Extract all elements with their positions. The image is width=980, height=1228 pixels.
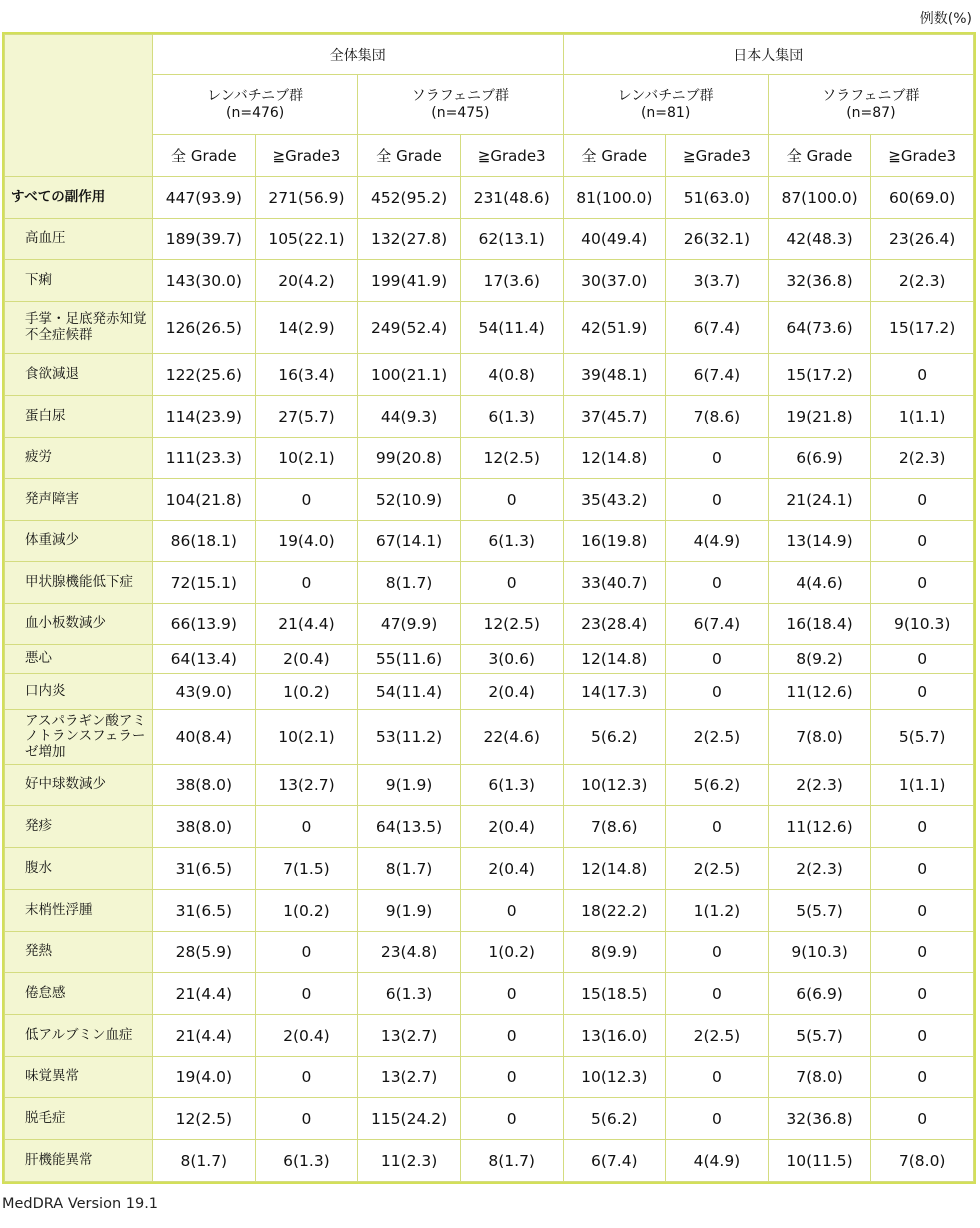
table-row bbox=[5, 973, 974, 1015]
table-row bbox=[5, 177, 974, 219]
cell-value: 132(27.8) bbox=[358, 219, 461, 260]
cell-value: 2(2.5) bbox=[666, 1015, 769, 1057]
adverse-event-label: アスパラギン酸アミノトランスフェラーゼ増加 bbox=[5, 710, 153, 765]
cell-value: 0 bbox=[871, 562, 974, 604]
cell-value: 4(4.9) bbox=[666, 1140, 769, 1182]
group-header-overall: 全体集団 bbox=[153, 35, 564, 75]
arm-header bbox=[768, 75, 973, 135]
cell-value: 0 bbox=[871, 806, 974, 848]
cell-value: 16(3.4) bbox=[255, 354, 358, 396]
grade-header: ≧Grade3 bbox=[460, 135, 563, 177]
cell-value: 1(1.1) bbox=[871, 396, 974, 438]
cell-value: 15(17.2) bbox=[871, 302, 974, 354]
cell-value: 18(22.2) bbox=[563, 890, 666, 932]
cell-value: 14(2.9) bbox=[255, 302, 358, 354]
cell-value: 452(95.2) bbox=[358, 177, 461, 219]
cell-value: 6(7.4) bbox=[666, 604, 769, 645]
cell-value: 0 bbox=[460, 973, 563, 1015]
cell-value: 4(4.9) bbox=[666, 521, 769, 562]
cell-value: 0 bbox=[666, 438, 769, 479]
adverse-event-label: 体重減少 bbox=[5, 521, 153, 562]
cell-value: 5(6.2) bbox=[563, 710, 666, 765]
cell-value: 0 bbox=[460, 479, 563, 521]
cell-value: 99(20.8) bbox=[358, 438, 461, 479]
cell-value: 42(51.9) bbox=[563, 302, 666, 354]
cell-value: 4(0.8) bbox=[460, 354, 563, 396]
cell-value: 7(1.5) bbox=[255, 848, 358, 890]
cell-value: 7(8.0) bbox=[768, 710, 871, 765]
adverse-event-label: 腹水 bbox=[5, 848, 153, 890]
cell-value: 2(0.4) bbox=[460, 806, 563, 848]
cell-value: 0 bbox=[255, 479, 358, 521]
cell-value: 6(7.4) bbox=[666, 354, 769, 396]
cell-value: 64(73.6) bbox=[768, 302, 871, 354]
cell-value: 11(12.6) bbox=[768, 806, 871, 848]
cell-value: 16(18.4) bbox=[768, 604, 871, 645]
cell-value: 19(4.0) bbox=[255, 521, 358, 562]
arm-header bbox=[358, 75, 563, 135]
table-row bbox=[5, 848, 974, 890]
cell-value: 4(4.6) bbox=[768, 562, 871, 604]
cell-value: 6(6.9) bbox=[768, 973, 871, 1015]
cell-value: 86(18.1) bbox=[153, 521, 256, 562]
cell-value: 0 bbox=[871, 645, 974, 674]
cell-value: 2(2.3) bbox=[871, 438, 974, 479]
table-row bbox=[5, 645, 974, 674]
cell-value: 7(8.0) bbox=[871, 1140, 974, 1182]
cell-value: 0 bbox=[666, 674, 769, 710]
adverse-event-label: 甲状腺機能低下症 bbox=[5, 562, 153, 604]
adverse-event-label: 脱毛症 bbox=[5, 1098, 153, 1140]
cell-value: 6(1.3) bbox=[460, 521, 563, 562]
cell-value: 55(11.6) bbox=[358, 645, 461, 674]
table-row bbox=[5, 219, 974, 260]
cell-value: 271(56.9) bbox=[255, 177, 358, 219]
cell-value: 72(15.1) bbox=[153, 562, 256, 604]
cell-value: 0 bbox=[871, 354, 974, 396]
cell-value: 0 bbox=[460, 1098, 563, 1140]
cell-value: 2(2.3) bbox=[768, 848, 871, 890]
cell-value: 8(1.7) bbox=[460, 1140, 563, 1182]
arm-name: レンバチニブ群 bbox=[207, 87, 304, 104]
cell-value: 19(4.0) bbox=[153, 1057, 256, 1098]
adverse-event-label: 口内炎 bbox=[5, 674, 153, 710]
cell-value: 143(30.0) bbox=[153, 260, 256, 302]
cell-value: 33(40.7) bbox=[563, 562, 666, 604]
cell-value: 0 bbox=[666, 806, 769, 848]
table-row bbox=[5, 1015, 974, 1057]
cell-value: 8(1.7) bbox=[358, 562, 461, 604]
grade-header: 全 Grade bbox=[768, 135, 871, 177]
table-row bbox=[5, 710, 974, 765]
cell-value: 2(2.5) bbox=[666, 848, 769, 890]
grade-header: ≧Grade3 bbox=[255, 135, 358, 177]
table-row bbox=[5, 438, 974, 479]
cell-value: 7(8.0) bbox=[768, 1057, 871, 1098]
cell-value: 38(8.0) bbox=[153, 806, 256, 848]
cell-value: 12(14.8) bbox=[563, 438, 666, 479]
cell-value: 0 bbox=[871, 1098, 974, 1140]
cell-value: 104(21.8) bbox=[153, 479, 256, 521]
cell-value: 0 bbox=[666, 1098, 769, 1140]
cell-value: 126(26.5) bbox=[153, 302, 256, 354]
cell-value: 15(17.2) bbox=[768, 354, 871, 396]
cell-value: 249(52.4) bbox=[358, 302, 461, 354]
cell-value: 44(9.3) bbox=[358, 396, 461, 438]
cell-value: 22(4.6) bbox=[460, 710, 563, 765]
cell-value: 11(2.3) bbox=[358, 1140, 461, 1182]
arm-name: レンバチニブ群 bbox=[617, 87, 714, 104]
cell-value: 81(100.0) bbox=[563, 177, 666, 219]
cell-value: 87(100.0) bbox=[768, 177, 871, 219]
cell-value: 10(12.3) bbox=[563, 1057, 666, 1098]
table-row bbox=[5, 260, 974, 302]
cell-value: 0 bbox=[460, 562, 563, 604]
grade-header: 全 Grade bbox=[563, 135, 666, 177]
unit-label: 例数(%) bbox=[919, 11, 972, 27]
cell-value: 60(69.0) bbox=[871, 177, 974, 219]
table-row bbox=[5, 302, 974, 354]
cell-value: 13(2.7) bbox=[358, 1057, 461, 1098]
cell-value: 64(13.4) bbox=[153, 645, 256, 674]
cell-value: 26(32.1) bbox=[666, 219, 769, 260]
arm-name: ソラフェニブ群 bbox=[411, 87, 510, 104]
adverse-event-label: 食欲減退 bbox=[5, 354, 153, 396]
table-body bbox=[5, 177, 974, 1182]
cell-value: 35(43.2) bbox=[563, 479, 666, 521]
adverse-event-label: 発声障害 bbox=[5, 479, 153, 521]
cell-value: 8(1.7) bbox=[153, 1140, 256, 1182]
cell-value: 2(0.4) bbox=[460, 848, 563, 890]
cell-value: 5(6.2) bbox=[563, 1098, 666, 1140]
cell-value: 0 bbox=[871, 1015, 974, 1057]
cell-value: 9(1.9) bbox=[358, 890, 461, 932]
cell-value: 2(0.4) bbox=[460, 674, 563, 710]
table-row bbox=[5, 1098, 974, 1140]
cell-value: 0 bbox=[460, 1057, 563, 1098]
cell-value: 42(48.3) bbox=[768, 219, 871, 260]
adverse-event-label: 高血圧 bbox=[5, 219, 153, 260]
arm-n: (n=475) bbox=[431, 104, 490, 121]
cell-value: 1(1.1) bbox=[871, 765, 974, 806]
cell-value: 2(2.5) bbox=[666, 710, 769, 765]
adverse-event-label: 発疹 bbox=[5, 806, 153, 848]
cell-value: 8(1.7) bbox=[358, 848, 461, 890]
cell-value: 114(23.9) bbox=[153, 396, 256, 438]
cell-value: 39(48.1) bbox=[563, 354, 666, 396]
header-corner bbox=[5, 35, 153, 177]
cell-value: 7(8.6) bbox=[563, 806, 666, 848]
cell-value: 16(19.8) bbox=[563, 521, 666, 562]
cell-value: 10(11.5) bbox=[768, 1140, 871, 1182]
cell-value: 6(7.4) bbox=[563, 1140, 666, 1182]
cell-value: 10(2.1) bbox=[255, 710, 358, 765]
cell-value: 6(6.9) bbox=[768, 438, 871, 479]
cell-value: 47(9.9) bbox=[358, 604, 461, 645]
cell-value: 23(4.8) bbox=[358, 932, 461, 973]
cell-value: 1(0.2) bbox=[255, 674, 358, 710]
cell-value: 21(4.4) bbox=[255, 604, 358, 645]
cell-value: 10(12.3) bbox=[563, 765, 666, 806]
cell-value: 447(93.9) bbox=[153, 177, 256, 219]
cell-value: 5(6.2) bbox=[666, 765, 769, 806]
cell-value: 19(21.8) bbox=[768, 396, 871, 438]
adverse-event-label: 発熱 bbox=[5, 932, 153, 973]
cell-value: 8(9.2) bbox=[768, 645, 871, 674]
cell-value: 66(13.9) bbox=[153, 604, 256, 645]
table-row bbox=[5, 806, 974, 848]
cell-value: 115(24.2) bbox=[358, 1098, 461, 1140]
cell-value: 0 bbox=[255, 932, 358, 973]
cell-value: 12(2.5) bbox=[153, 1098, 256, 1140]
cell-value: 1(1.2) bbox=[666, 890, 769, 932]
table-row bbox=[5, 354, 974, 396]
cell-value: 2(0.4) bbox=[255, 1015, 358, 1057]
cell-value: 105(22.1) bbox=[255, 219, 358, 260]
cell-value: 6(1.3) bbox=[460, 765, 563, 806]
cell-value: 0 bbox=[255, 806, 358, 848]
cell-value: 54(11.4) bbox=[358, 674, 461, 710]
cell-value: 11(12.6) bbox=[768, 674, 871, 710]
cell-value: 31(6.5) bbox=[153, 848, 256, 890]
cell-value: 10(2.1) bbox=[255, 438, 358, 479]
cell-value: 7(8.6) bbox=[666, 396, 769, 438]
cell-value: 5(5.7) bbox=[768, 1015, 871, 1057]
cell-value: 0 bbox=[871, 521, 974, 562]
cell-value: 52(10.9) bbox=[358, 479, 461, 521]
cell-value: 21(4.4) bbox=[153, 973, 256, 1015]
cell-value: 0 bbox=[871, 848, 974, 890]
cell-value: 32(36.8) bbox=[768, 260, 871, 302]
adverse-event-label: 倦怠感 bbox=[5, 973, 153, 1015]
cell-value: 9(1.9) bbox=[358, 765, 461, 806]
cell-value: 0 bbox=[871, 932, 974, 973]
cell-value: 9(10.3) bbox=[768, 932, 871, 973]
adverse-event-label: 好中球数減少 bbox=[5, 765, 153, 806]
arm-n: (n=476) bbox=[226, 104, 285, 121]
cell-value: 0 bbox=[666, 973, 769, 1015]
cell-value: 0 bbox=[255, 973, 358, 1015]
cell-value: 12(2.5) bbox=[460, 604, 563, 645]
cell-value: 6(1.3) bbox=[358, 973, 461, 1015]
arm-header bbox=[153, 75, 358, 135]
cell-value: 111(23.3) bbox=[153, 438, 256, 479]
cell-value: 6(7.4) bbox=[666, 302, 769, 354]
cell-value: 43(9.0) bbox=[153, 674, 256, 710]
cell-value: 1(0.2) bbox=[255, 890, 358, 932]
cell-value: 13(2.7) bbox=[255, 765, 358, 806]
table-row bbox=[5, 562, 974, 604]
group-header-japanese: 日本人集団 bbox=[563, 35, 974, 75]
adverse-event-label: 低アルブミン血症 bbox=[5, 1015, 153, 1057]
adverse-event-label: 肝機能異常 bbox=[5, 1140, 153, 1182]
cell-value: 23(28.4) bbox=[563, 604, 666, 645]
cell-value: 5(5.7) bbox=[768, 890, 871, 932]
cell-value: 0 bbox=[666, 1057, 769, 1098]
adverse-event-label: 手掌・足底発赤知覚不全症候群 bbox=[5, 302, 153, 354]
cell-value: 54(11.4) bbox=[460, 302, 563, 354]
cell-value: 0 bbox=[666, 562, 769, 604]
cell-value: 17(3.6) bbox=[460, 260, 563, 302]
table-row bbox=[5, 521, 974, 562]
cell-value: 0 bbox=[666, 479, 769, 521]
grade-header: ≧Grade3 bbox=[871, 135, 974, 177]
table-row bbox=[5, 765, 974, 806]
cell-value: 2(2.3) bbox=[768, 765, 871, 806]
cell-value: 8(9.9) bbox=[563, 932, 666, 973]
cell-value: 32(36.8) bbox=[768, 1098, 871, 1140]
grade-header: 全 Grade bbox=[153, 135, 256, 177]
cell-value: 0 bbox=[460, 890, 563, 932]
grade-header: ≧Grade3 bbox=[666, 135, 769, 177]
cell-value: 3(0.6) bbox=[460, 645, 563, 674]
table-row bbox=[5, 890, 974, 932]
cell-value: 38(8.0) bbox=[153, 765, 256, 806]
cell-value: 6(1.3) bbox=[460, 396, 563, 438]
table-row bbox=[5, 1140, 974, 1182]
cell-value: 12(14.8) bbox=[563, 848, 666, 890]
adverse-events-table bbox=[4, 34, 974, 1182]
meddra-version: MedDRA Version 19.1 bbox=[2, 1196, 159, 1212]
cell-value: 0 bbox=[871, 1057, 974, 1098]
cell-value: 12(14.8) bbox=[563, 645, 666, 674]
cell-value: 14(17.3) bbox=[563, 674, 666, 710]
cell-value: 13(14.9) bbox=[768, 521, 871, 562]
cell-value: 1(0.2) bbox=[460, 932, 563, 973]
cell-value: 27(5.7) bbox=[255, 396, 358, 438]
cell-value: 64(13.5) bbox=[358, 806, 461, 848]
cell-value: 30(37.0) bbox=[563, 260, 666, 302]
adverse-event-label: すべての副作用 bbox=[5, 177, 153, 219]
cell-value: 2(0.4) bbox=[255, 645, 358, 674]
cell-value: 13(16.0) bbox=[563, 1015, 666, 1057]
cell-value: 23(26.4) bbox=[871, 219, 974, 260]
table-row bbox=[5, 604, 974, 645]
cell-value: 21(4.4) bbox=[153, 1015, 256, 1057]
cell-value: 0 bbox=[255, 1098, 358, 1140]
arm-name: ソラフェニブ群 bbox=[822, 87, 920, 104]
arm-header bbox=[563, 75, 768, 135]
cell-value: 0 bbox=[871, 890, 974, 932]
adverse-event-label: 悪心 bbox=[5, 645, 153, 674]
cell-value: 6(1.3) bbox=[255, 1140, 358, 1182]
adverse-events-table-frame bbox=[2, 32, 976, 1184]
cell-value: 0 bbox=[871, 479, 974, 521]
cell-value: 0 bbox=[666, 932, 769, 973]
cell-value: 40(49.4) bbox=[563, 219, 666, 260]
cell-value: 231(48.6) bbox=[460, 177, 563, 219]
cell-value: 28(5.9) bbox=[153, 932, 256, 973]
cell-value: 51(63.0) bbox=[666, 177, 769, 219]
arm-n: (n=87) bbox=[846, 104, 896, 121]
table-row bbox=[5, 479, 974, 521]
table-row bbox=[5, 674, 974, 710]
cell-value: 62(13.1) bbox=[460, 219, 563, 260]
cell-value: 15(18.5) bbox=[563, 973, 666, 1015]
cell-value: 100(21.1) bbox=[358, 354, 461, 396]
adverse-event-label: 末梢性浮腫 bbox=[5, 890, 153, 932]
cell-value: 13(2.7) bbox=[358, 1015, 461, 1057]
cell-value: 3(3.7) bbox=[666, 260, 769, 302]
cell-value: 5(5.7) bbox=[871, 710, 974, 765]
cell-value: 122(25.6) bbox=[153, 354, 256, 396]
cell-value: 0 bbox=[255, 562, 358, 604]
adverse-event-label: 血小板数減少 bbox=[5, 604, 153, 645]
cell-value: 199(41.9) bbox=[358, 260, 461, 302]
header-row-groups bbox=[5, 35, 974, 75]
cell-value: 0 bbox=[871, 973, 974, 1015]
adverse-event-label: 下痢 bbox=[5, 260, 153, 302]
cell-value: 21(24.1) bbox=[768, 479, 871, 521]
table-row bbox=[5, 1057, 974, 1098]
cell-value: 2(2.3) bbox=[871, 260, 974, 302]
cell-value: 31(6.5) bbox=[153, 890, 256, 932]
table-row bbox=[5, 396, 974, 438]
adverse-event-label: 蛋白尿 bbox=[5, 396, 153, 438]
cell-value: 67(14.1) bbox=[358, 521, 461, 562]
grade-header: 全 Grade bbox=[358, 135, 461, 177]
table-row bbox=[5, 932, 974, 973]
cell-value: 9(10.3) bbox=[871, 604, 974, 645]
adverse-event-label: 味覚異常 bbox=[5, 1057, 153, 1098]
cell-value: 0 bbox=[255, 1057, 358, 1098]
arm-n: (n=81) bbox=[640, 104, 691, 121]
cell-value: 0 bbox=[460, 1015, 563, 1057]
cell-value: 12(2.5) bbox=[460, 438, 563, 479]
cell-value: 20(4.2) bbox=[255, 260, 358, 302]
cell-value: 53(11.2) bbox=[358, 710, 461, 765]
adverse-event-label: 疲労 bbox=[5, 438, 153, 479]
cell-value: 37(45.7) bbox=[563, 396, 666, 438]
cell-value: 189(39.7) bbox=[153, 219, 256, 260]
cell-value: 0 bbox=[666, 645, 769, 674]
cell-value: 40(8.4) bbox=[153, 710, 256, 765]
cell-value: 0 bbox=[871, 674, 974, 710]
